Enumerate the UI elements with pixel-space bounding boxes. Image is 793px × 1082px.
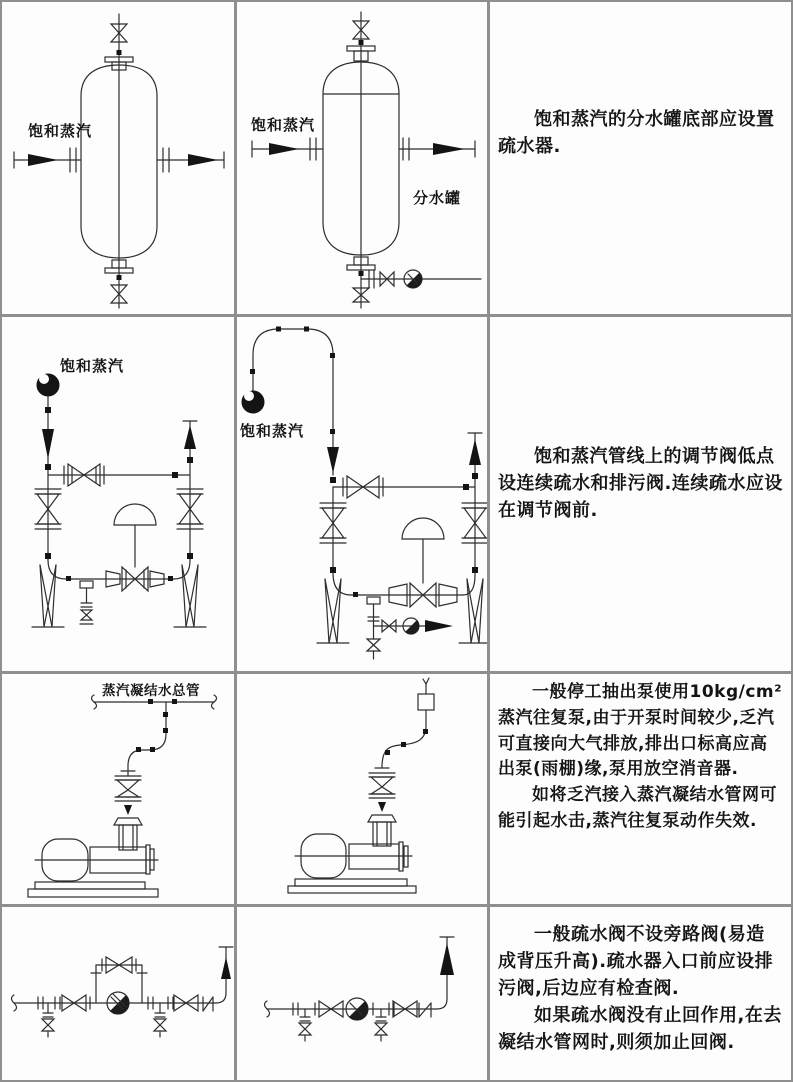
steam-trap-instrument-icon [37, 374, 59, 396]
control-valve-icon [106, 504, 164, 591]
steam-trap-instrument-icon [242, 391, 264, 413]
pipe-support-right [174, 565, 206, 627]
note-paragraph: 饱和蒸汽管线上的调节阀低点设连续疏水和排污阀.连续疏水应设在调节阀前. [498, 446, 783, 521]
note-cell-r2 [490, 317, 791, 674]
note-paragraph: 如将乏汽接入蒸汽凝结水管网可能引起水击,蒸汽往复泵动作失效. [498, 785, 777, 832]
diagram-cell-r1c1 [2, 2, 237, 317]
control-valve-icon [389, 518, 457, 607]
diagram-cell-r2c2 [237, 317, 490, 674]
control-valve-station-loop-diagram [237, 317, 487, 671]
trap-station-diagram [237, 907, 487, 1077]
vent-silencer-icon [418, 678, 434, 710]
diagram-cell-r4c2 [237, 907, 490, 1080]
separator-drum-with-trap-diagram [237, 2, 487, 314]
condensate-header-label: 蒸汽凝结水总管 [102, 683, 200, 699]
blowdown-valve-left [299, 1009, 311, 1041]
steam-pump [28, 818, 158, 897]
riser-arrow [437, 937, 454, 1009]
note-cell-r4 [490, 907, 791, 1080]
left-block-valve [35, 475, 61, 560]
separator-drum-diagram [2, 2, 234, 314]
diagram-cell-r3c2 [237, 674, 490, 907]
right-block-valve [462, 433, 487, 575]
check-valve-icon [203, 997, 213, 1011]
drain-tee [80, 581, 93, 624]
saturated-steam-label: 饱和蒸汽 [240, 422, 305, 440]
diagram-cell-r3c1 [2, 674, 237, 907]
saturated-steam-label: 饱和蒸汽 [251, 116, 316, 134]
steam-pump [288, 815, 416, 893]
inlet-nozzle [14, 148, 81, 172]
saturated-steam-label: 饱和蒸汽 [28, 122, 93, 140]
right-block-valve [177, 421, 203, 560]
outlet-nozzle [399, 138, 475, 160]
bypass-gate-valve [48, 464, 190, 486]
blowdown-valve-right [375, 1009, 387, 1041]
diagram-cell-r4c1 [2, 907, 237, 1080]
separator-tank-label: 分水罐 [413, 189, 462, 207]
diagram-cell-r2c1 [2, 317, 237, 674]
note-cell-r1 [490, 2, 791, 317]
bypass-loop [91, 957, 147, 1003]
diagram-cell-r1c2 [237, 2, 490, 317]
pump-to-header-diagram [2, 674, 234, 904]
note-cell-r3 [490, 674, 791, 907]
outlet-nozzle [157, 148, 224, 172]
note-paragraph: 一般疏水阀不设旁路阀(易造成背压升高).疏水器入口前应设排污阀,后边应有检查阀. [498, 924, 774, 999]
pump-with-silencer-diagram [237, 674, 487, 904]
saturated-steam-label: 饱和蒸汽 [60, 357, 125, 375]
pipe-support-left [32, 565, 64, 627]
check-valve-icon [419, 1003, 431, 1017]
blowdown-valve-left [42, 1003, 54, 1037]
left-block-valve [320, 487, 346, 573]
bypass-gate-valve [333, 476, 475, 498]
pipe-support-left [317, 579, 349, 643]
bottom-drain-with-trap [347, 257, 481, 302]
inlet-nozzle [252, 138, 323, 160]
blowdown-valve-right [154, 1003, 166, 1037]
exhaust-gate-valve [115, 771, 141, 815]
note-paragraph: 饱和蒸汽的分水罐底部应设置疏水器. [498, 109, 775, 157]
note-paragraph: 如果疏水阀没有止回作用,在去凝结水管网时,则须加止回阀. [498, 1005, 782, 1053]
riser-arrow [216, 947, 233, 1003]
exhaust-gate-valve [369, 768, 395, 812]
trap-station-bypass-diagram [2, 907, 234, 1077]
note-paragraph: 一般停工抽出泵使用10kg/cm²蒸汽往复泵,由于开泵时间较少,乏汽可直接向大气排放,排出口标高应高出泵(雨棚)缘,泵用放空消音器. [498, 682, 783, 780]
